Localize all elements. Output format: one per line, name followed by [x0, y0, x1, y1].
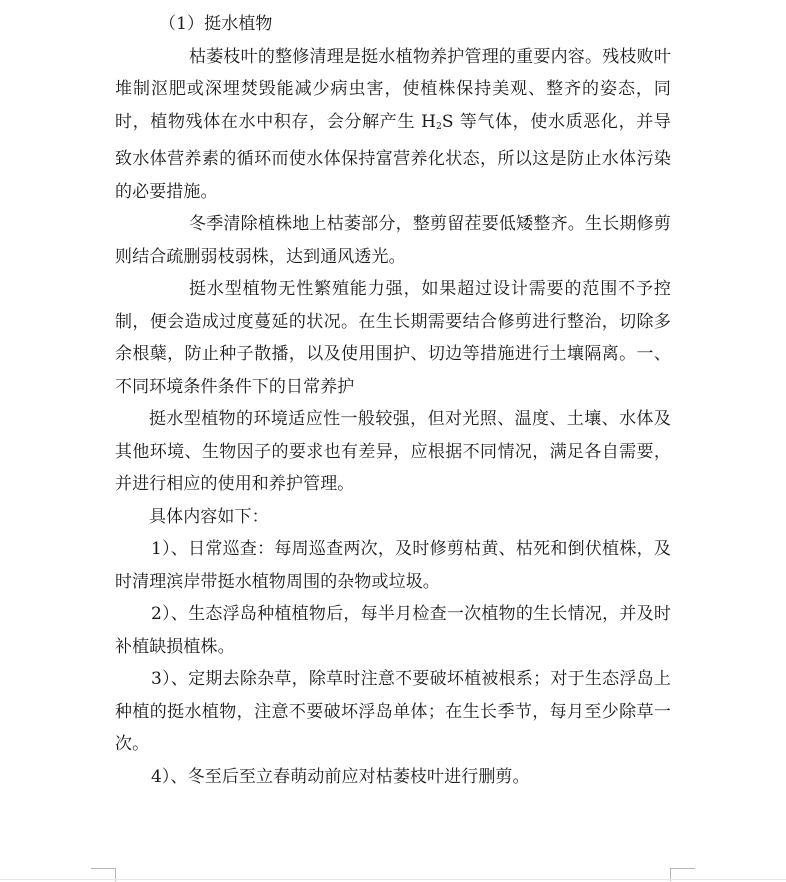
- paragraph-winter-clearing: 冬季清除植株地上枯萎部分，整剪留茬要低矮整齐。生长期修剪则结合疏删弱枝弱株，达到通风透光。: [115, 214, 671, 267]
- list-item: 4）、冬至后至立春萌动前应对枯萎枝叶进行删剪。: [151, 766, 530, 787]
- list-item: 3）、定期去除杂草，除草时注意不要破坏植被根系；对于生态浮岛上种植的挺水植物，注意不要破坏浮岛单体；在生长季节，每月至少除草一次。: [115, 669, 671, 754]
- list-item: 2）、生态浮岛种植植物后，每半月检查一次植物的生长情况，并及时补植缺损植株。: [115, 604, 671, 657]
- list-item: 1）、日常巡查：每周巡查两次，及时修剪枯黄、枯死和倒伏植株，及时清理滨岸带挺水植物周围的杂物或垃圾。: [115, 539, 671, 592]
- document-body: [115, 8, 671, 793]
- paragraph-pruning-text-a: 枯萎枝叶的整修清理是挺水植物养护管理的重要内容。残枝败叶堆制沤肥或深埋焚毁能减少病虫害，使植株保持美观、整齐的姿态，同时，植物残体在水中积存，会分解产生 H: [115, 46, 671, 132]
- paragraph-pruning-importance: [115, 41, 671, 209]
- paragraph-environment: 挺水型植物的环境适应性一般较强，但对光照、温度、土壤、水体及其他环境、生物因子的要求也有差异，应根据不同情况，满足各自需要，并进行相应的使用和养护管理。: [115, 409, 671, 494]
- section-heading: （1）挺水植物: [159, 14, 273, 34]
- paragraph-content-intro: 具体内容如下：: [149, 506, 269, 527]
- paragraph-pruning-text-b: S 等气体，使水质恶化，并导致水体营养素的循环而使水体保持富营养化状态，所以这是防止水体污染的必要措施。: [115, 111, 671, 202]
- h2s-subscript: 2: [436, 121, 442, 132]
- page-bottom-edge: [0, 879, 786, 880]
- paragraph-spread-control: 挺水型植物无性繁殖能力强，如果超过设计需要的范围不予控制，便会造成过度蔓延的状况。在生长期需要结合修剪进行整治，切除多余根蘖，防止种子散播，以及使用围护、切边等措施进行土壤隔离。一、不同环境条件条件下的日常养护: [115, 279, 671, 397]
